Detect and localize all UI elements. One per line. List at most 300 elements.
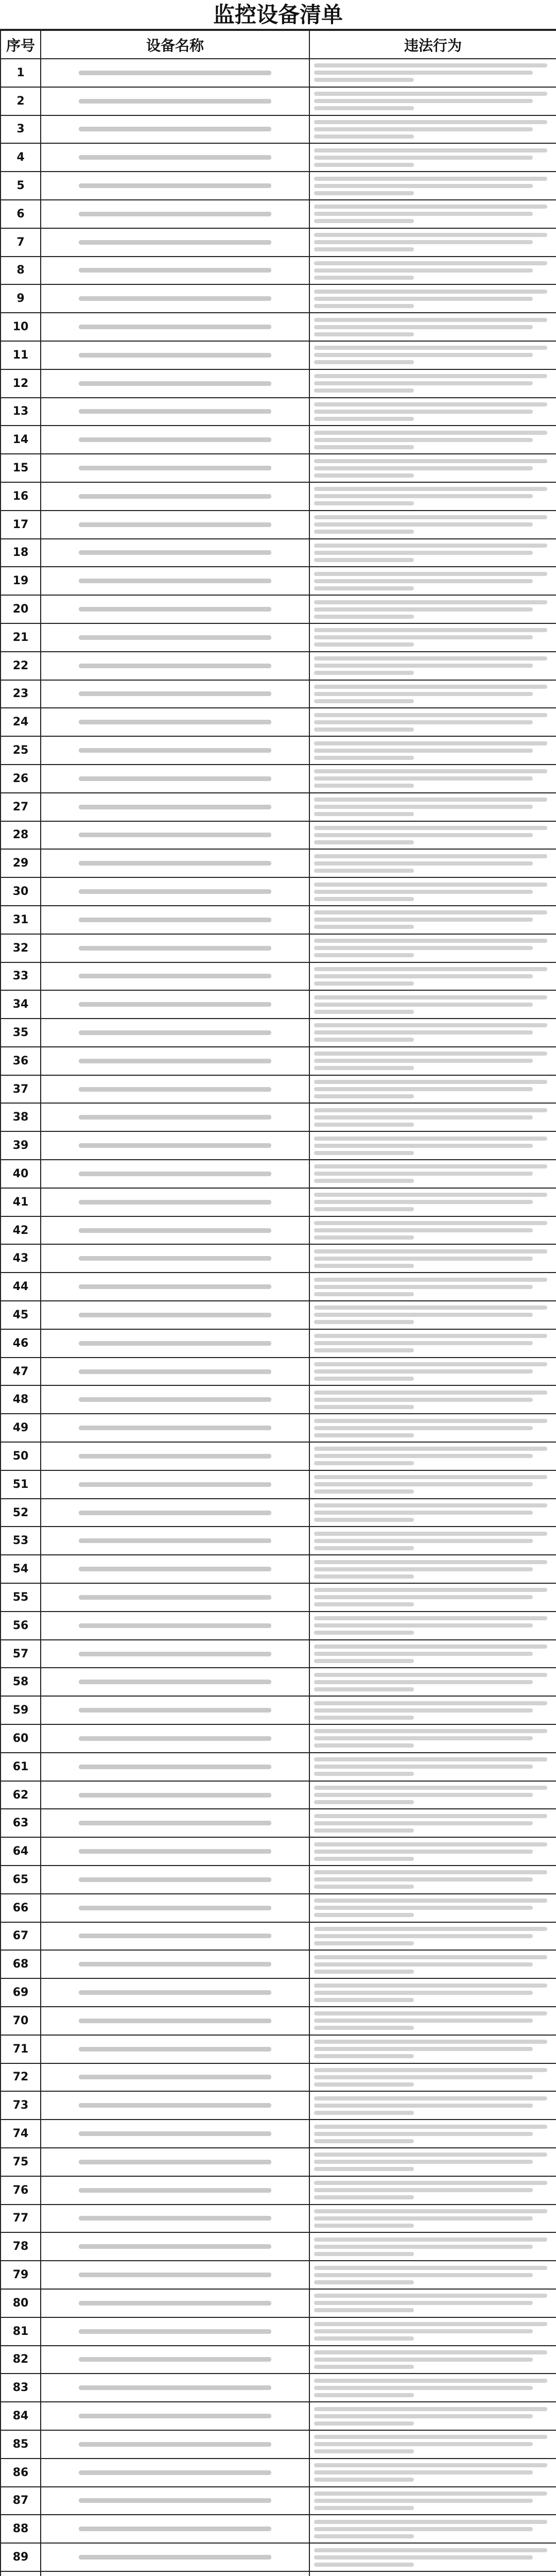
row-serial-number: 69 [1, 1978, 41, 2007]
unreadable-text-placeholder [314, 1066, 414, 1070]
row-violation-unreadable [309, 1753, 556, 1781]
unreadable-text-placeholder [314, 1962, 533, 1967]
unreadable-text-placeholder [314, 1595, 533, 1599]
unreadable-text-placeholder [314, 2336, 414, 2341]
row-violation-unreadable [309, 2007, 556, 2035]
unreadable-text-placeholder [79, 2216, 271, 2221]
row-serial-number: 57 [1, 1640, 41, 1668]
unreadable-text-placeholder [79, 1397, 271, 1402]
unreadable-text-placeholder [314, 1934, 533, 1938]
unreadable-text-placeholder [79, 1680, 271, 1684]
unreadable-text-placeholder [79, 1934, 271, 1938]
unreadable-text-placeholder [314, 1814, 547, 1818]
row-device-name-unreadable [41, 1809, 309, 1837]
unreadable-text-placeholder [314, 1645, 547, 1649]
unreadable-text-placeholder [314, 854, 547, 858]
row-serial-number: 35 [1, 1019, 41, 1047]
row-serial-number: 3 [1, 115, 41, 144]
unreadable-text-placeholder [314, 685, 547, 689]
table-row [1, 1358, 556, 1386]
row-device-name-unreadable [41, 2261, 309, 2289]
row-serial-number: 12 [1, 369, 41, 398]
unreadable-text-placeholder [314, 1023, 547, 1027]
table-row [1, 2317, 556, 2346]
unreadable-text-placeholder [79, 1708, 271, 1713]
unreadable-text-placeholder [314, 812, 414, 816]
row-device-name-unreadable [41, 1499, 309, 1527]
unreadable-text-placeholder [314, 544, 547, 548]
unreadable-text-placeholder [79, 1002, 271, 1007]
unreadable-text-placeholder [314, 1052, 547, 1056]
unreadable-text-placeholder [314, 2499, 533, 2503]
row-violation-unreadable [309, 1978, 556, 2007]
row-violation-unreadable [309, 736, 556, 765]
unreadable-text-placeholder [314, 2125, 547, 2129]
unreadable-text-placeholder [79, 1906, 271, 1910]
row-serial-number: 8 [1, 257, 41, 285]
unreadable-text-placeholder [314, 1447, 547, 1451]
row-violation-unreadable [309, 1950, 556, 1978]
table-row [1, 906, 556, 934]
table-row [1, 313, 556, 341]
unreadable-text-placeholder [314, 833, 533, 837]
unreadable-text-placeholder [314, 2506, 414, 2510]
unreadable-text-placeholder [314, 353, 533, 357]
row-serial-number: 18 [1, 539, 41, 567]
unreadable-text-placeholder [314, 2273, 533, 2277]
table-row [1, 2459, 556, 2487]
unreadable-text-placeholder [314, 656, 547, 660]
row-device-name-unreadable [41, 1103, 309, 1131]
unreadable-text-placeholder [314, 1164, 547, 1168]
unreadable-text-placeholder [79, 2498, 271, 2503]
table-row [1, 1837, 556, 1866]
row-serial-number: 46 [1, 1329, 41, 1358]
unreadable-text-placeholder [314, 2358, 533, 2362]
row-violation-unreadable [309, 652, 556, 680]
unreadable-text-placeholder [314, 1094, 414, 1098]
row-violation-unreadable [309, 1470, 556, 1499]
row-violation-unreadable [309, 1668, 556, 1696]
table-row [1, 1273, 556, 1301]
unreadable-text-placeholder [79, 805, 271, 809]
unreadable-text-placeholder [314, 2442, 533, 2446]
row-serial-number: 30 [1, 877, 41, 906]
unreadable-text-placeholder [79, 1793, 271, 1798]
unreadable-text-placeholder [314, 1885, 414, 1889]
table-row [1, 341, 556, 369]
table-row [1, 1978, 556, 2007]
unreadable-text-placeholder [314, 325, 533, 329]
row-serial-number: 71 [1, 2035, 41, 2063]
unreadable-text-placeholder [79, 127, 271, 131]
row-serial-number: 62 [1, 1781, 41, 1809]
unreadable-text-placeholder [79, 1652, 271, 1656]
unreadable-text-placeholder [314, 664, 533, 668]
row-violation-unreadable [309, 1612, 556, 1640]
table-row [1, 200, 556, 228]
unreadable-text-placeholder [314, 1426, 533, 1430]
row-violation-unreadable [309, 1131, 556, 1160]
row-violation-unreadable [309, 1273, 556, 1301]
row-device-name-unreadable [41, 1866, 309, 1894]
row-serial-number: 6 [1, 200, 41, 228]
row-violation-unreadable [309, 143, 556, 172]
unreadable-text-placeholder [314, 890, 533, 894]
row-device-name-unreadable [41, 341, 309, 369]
row-serial-number: 47 [1, 1358, 41, 1386]
row-violation-unreadable [309, 2487, 556, 2515]
unreadable-text-placeholder [314, 1842, 547, 1846]
unreadable-text-placeholder [314, 953, 414, 957]
row-device-name-unreadable [41, 143, 309, 172]
row-violation-unreadable [309, 793, 556, 821]
unreadable-text-placeholder [314, 2294, 547, 2298]
unreadable-text-placeholder [314, 2393, 414, 2397]
unreadable-text-placeholder [79, 1454, 271, 1459]
row-violation-unreadable [309, 1160, 556, 1188]
table-row [1, 1866, 556, 1894]
unreadable-text-placeholder [79, 1115, 271, 1120]
unreadable-text-placeholder [79, 381, 271, 386]
row-device-name-unreadable [41, 2459, 309, 2487]
row-violation-unreadable [309, 284, 556, 313]
table-row [1, 2571, 556, 2576]
row-device-name-unreadable [41, 115, 309, 144]
unreadable-text-placeholder [314, 784, 414, 788]
unreadable-text-placeholder [314, 826, 547, 830]
row-serial-number: 9 [1, 284, 41, 313]
unreadable-text-placeholder [314, 459, 547, 463]
row-serial-number: 29 [1, 849, 41, 877]
row-serial-number: 79 [1, 2261, 41, 2289]
row-device-name-unreadable [41, 595, 309, 623]
row-violation-unreadable [309, 398, 556, 426]
table-row [1, 736, 556, 765]
unreadable-text-placeholder [314, 2047, 533, 2051]
row-violation-unreadable [309, 1583, 556, 1612]
row-device-name-unreadable [41, 2374, 309, 2402]
unreadable-text-placeholder [314, 2068, 547, 2072]
unreadable-text-placeholder [314, 1687, 414, 1691]
table-row [1, 821, 556, 850]
row-serial-number: 82 [1, 2346, 41, 2374]
row-device-name-unreadable [41, 1329, 309, 1358]
unreadable-text-placeholder [79, 1313, 271, 1317]
unreadable-text-placeholder [314, 1115, 533, 1120]
row-violation-unreadable [309, 2232, 556, 2261]
unreadable-text-placeholder [79, 1172, 271, 1176]
row-serial-number: 55 [1, 1583, 41, 1612]
unreadable-text-placeholder [314, 501, 414, 505]
row-device-name-unreadable [41, 1527, 309, 1555]
unreadable-text-placeholder [314, 304, 414, 308]
unreadable-text-placeholder [314, 1341, 533, 1345]
row-violation-unreadable [309, 1442, 556, 1470]
unreadable-text-placeholder [79, 1369, 271, 1374]
row-device-name-unreadable [41, 1612, 309, 1640]
unreadable-text-placeholder [314, 1659, 414, 1663]
unreadable-text-placeholder [314, 805, 533, 809]
unreadable-text-placeholder [314, 1207, 414, 1211]
unreadable-text-placeholder [79, 99, 271, 104]
row-serial-number: 24 [1, 708, 41, 736]
row-violation-unreadable [309, 172, 556, 200]
unreadable-text-placeholder [314, 205, 547, 209]
table-row [1, 990, 556, 1019]
table-row [1, 172, 556, 200]
row-device-name-unreadable [41, 313, 309, 341]
table-row [1, 1075, 556, 1104]
unreadable-text-placeholder [79, 466, 271, 470]
unreadable-text-placeholder [314, 1546, 414, 1550]
row-serial-number: 51 [1, 1470, 41, 1499]
unreadable-text-placeholder [314, 431, 547, 435]
unreadable-text-placeholder [314, 1757, 547, 1761]
table-row [1, 2289, 556, 2317]
table-row [1, 849, 556, 877]
unreadable-text-placeholder [314, 1313, 533, 1317]
row-violation-unreadable [309, 1894, 556, 1922]
unreadable-text-placeholder [314, 615, 414, 619]
unreadable-text-placeholder [314, 2421, 414, 2426]
row-violation-unreadable [309, 765, 556, 793]
row-device-name-unreadable [41, 1131, 309, 1160]
table-row [1, 1894, 556, 1922]
row-serial-number: 26 [1, 765, 41, 793]
row-violation-unreadable [309, 228, 556, 257]
row-violation-unreadable [309, 2091, 556, 2120]
unreadable-text-placeholder [79, 2555, 271, 2560]
table-header [1, 30, 556, 59]
table-row [1, 652, 556, 680]
row-violation-unreadable [309, 1414, 556, 1442]
table-row [1, 2543, 556, 2571]
row-violation-unreadable [309, 1640, 556, 1668]
unreadable-text-placeholder [314, 1574, 414, 1579]
row-device-name-unreadable [41, 2515, 309, 2543]
table-row [1, 1922, 556, 1951]
unreadable-text-placeholder [314, 522, 533, 527]
row-serial-number: 32 [1, 934, 41, 962]
row-violation-unreadable [309, 708, 556, 736]
unreadable-text-placeholder [314, 1503, 547, 1507]
unreadable-text-placeholder [314, 635, 533, 639]
unreadable-text-placeholder [314, 212, 533, 216]
row-device-name-unreadable [41, 708, 309, 736]
unreadable-text-placeholder [79, 1821, 271, 1825]
unreadable-text-placeholder [79, 1567, 271, 1571]
row-device-name-unreadable [41, 1301, 309, 1329]
row-violation-unreadable [309, 1358, 556, 1386]
unreadable-text-placeholder [314, 1369, 533, 1374]
row-device-name-unreadable [41, 2063, 309, 2092]
row-serial-number: 61 [1, 1753, 41, 1781]
unreadable-text-placeholder [314, 2470, 533, 2475]
unreadable-text-placeholder [314, 946, 533, 950]
unreadable-text-placeholder [79, 437, 271, 442]
row-violation-unreadable [309, 934, 556, 962]
row-device-name-unreadable [41, 1442, 309, 1470]
unreadable-text-placeholder [314, 1857, 414, 1861]
row-device-name-unreadable [41, 172, 309, 200]
unreadable-text-placeholder [314, 692, 533, 696]
row-violation-unreadable [309, 2543, 556, 2571]
unreadable-text-placeholder [314, 1030, 533, 1035]
table-row [1, 1385, 556, 1414]
unreadable-text-placeholder [314, 1850, 533, 1854]
unreadable-text-placeholder [314, 240, 533, 244]
table-row [1, 1329, 556, 1358]
row-device-name-unreadable [41, 2571, 309, 2576]
table-row [1, 426, 556, 454]
row-device-name-unreadable [41, 1894, 309, 1922]
table-row [1, 2374, 556, 2402]
unreadable-text-placeholder [314, 1870, 547, 1874]
row-serial-number: 85 [1, 2430, 41, 2459]
row-violation-unreadable [309, 1019, 556, 1047]
table-body [1, 59, 556, 2576]
table-row [1, 962, 556, 991]
unreadable-text-placeholder [314, 925, 414, 929]
row-device-name-unreadable [41, 1075, 309, 1104]
row-serial-number: 75 [1, 2148, 41, 2176]
table-row [1, 877, 556, 906]
unreadable-text-placeholder [79, 183, 271, 188]
table-row [1, 1499, 556, 1527]
unreadable-text-placeholder [314, 2054, 414, 2058]
unreadable-text-placeholder [314, 1123, 414, 1127]
table-row [1, 1188, 556, 1216]
unreadable-text-placeholder [314, 1955, 547, 1959]
row-device-name-unreadable [41, 1837, 309, 1866]
unreadable-text-placeholder [314, 332, 414, 336]
row-device-name-unreadable [41, 990, 309, 1019]
row-serial-number: 59 [1, 1696, 41, 1724]
unreadable-text-placeholder [314, 268, 533, 273]
row-serial-number: 65 [1, 1866, 41, 1894]
unreadable-text-placeholder [79, 1849, 271, 1854]
table-row [1, 765, 556, 793]
unreadable-text-placeholder [314, 2252, 414, 2256]
row-serial-number [1, 2571, 41, 2576]
row-serial-number: 50 [1, 1442, 41, 1470]
row-device-name-unreadable [41, 2205, 309, 2233]
table-row [1, 1216, 556, 1245]
unreadable-text-placeholder [79, 1256, 271, 1261]
row-serial-number: 36 [1, 1047, 41, 1075]
unreadable-text-placeholder [314, 1461, 414, 1465]
unreadable-text-placeholder [79, 2329, 271, 2334]
row-serial-number: 74 [1, 2120, 41, 2148]
unreadable-text-placeholder [79, 2301, 271, 2306]
unreadable-text-placeholder [314, 1144, 533, 1148]
unreadable-text-placeholder [79, 2527, 271, 2531]
unreadable-text-placeholder [314, 1137, 547, 1141]
unreadable-text-placeholder [314, 1906, 533, 1910]
row-serial-number: 7 [1, 228, 41, 257]
table-row [1, 369, 556, 398]
unreadable-text-placeholder [314, 2104, 533, 2108]
table-row [1, 680, 556, 708]
unreadable-text-placeholder [314, 191, 414, 195]
row-serial-number: 17 [1, 511, 41, 539]
unreadable-text-placeholder [79, 353, 271, 358]
row-violation-unreadable [309, 2402, 556, 2430]
row-serial-number: 28 [1, 821, 41, 850]
row-violation-unreadable [309, 2515, 556, 2543]
row-violation-unreadable [309, 1499, 556, 1527]
unreadable-text-placeholder [314, 177, 547, 181]
unreadable-text-placeholder [314, 2209, 547, 2213]
unreadable-text-placeholder [314, 1391, 547, 1395]
unreadable-text-placeholder [79, 1990, 271, 1995]
unreadable-text-placeholder [79, 2047, 271, 2052]
row-violation-unreadable [309, 906, 556, 934]
unreadable-text-placeholder [314, 2350, 547, 2354]
unreadable-text-placeholder [79, 776, 271, 781]
unreadable-text-placeholder [314, 1433, 414, 1437]
row-device-name-unreadable [41, 736, 309, 765]
row-violation-unreadable [309, 1216, 556, 1245]
unreadable-text-placeholder [314, 346, 547, 350]
row-device-name-unreadable [41, 2091, 309, 2120]
row-violation-unreadable [309, 2459, 556, 2487]
unreadable-text-placeholder [314, 897, 414, 901]
unreadable-text-placeholder [314, 1108, 547, 1112]
unreadable-text-placeholder [314, 798, 547, 802]
unreadable-text-placeholder [314, 713, 547, 717]
unreadable-text-placeholder [79, 748, 271, 753]
unreadable-text-placeholder [314, 1532, 547, 1536]
unreadable-text-placeholder [314, 1560, 547, 1564]
row-device-name-unreadable [41, 1385, 309, 1414]
row-serial-number: 14 [1, 426, 41, 454]
unreadable-text-placeholder [79, 550, 271, 555]
row-device-name-unreadable [41, 257, 309, 285]
row-device-name-unreadable [41, 454, 309, 482]
unreadable-text-placeholder [314, 92, 547, 96]
table-row [1, 1696, 556, 1724]
unreadable-text-placeholder [79, 71, 271, 75]
unreadable-text-placeholder [314, 1736, 533, 1740]
row-device-name-unreadable [41, 793, 309, 821]
row-violation-unreadable [309, 567, 556, 595]
unreadable-text-placeholder [314, 1786, 547, 1790]
row-violation-unreadable [309, 1781, 556, 1809]
table-row [1, 1131, 556, 1160]
row-device-name-unreadable [41, 2232, 309, 2261]
table-row [1, 1612, 556, 1640]
row-serial-number: 21 [1, 623, 41, 652]
unreadable-text-placeholder [314, 120, 547, 124]
unreadable-text-placeholder [79, 1595, 271, 1600]
unreadable-text-placeholder [314, 1673, 547, 1677]
unreadable-text-placeholder [314, 1059, 533, 1063]
unreadable-text-placeholder [314, 106, 414, 110]
row-serial-number: 78 [1, 2232, 41, 2261]
row-violation-unreadable [309, 1047, 556, 1075]
row-violation-unreadable [309, 2035, 556, 2063]
row-serial-number: 5 [1, 172, 41, 200]
unreadable-text-placeholder [314, 1334, 547, 1338]
row-violation-unreadable [309, 1724, 556, 1753]
unreadable-text-placeholder [314, 1793, 533, 1797]
row-device-name-unreadable [41, 2120, 309, 2148]
unreadable-text-placeholder [314, 2280, 414, 2284]
unreadable-text-placeholder [314, 1348, 414, 1352]
unreadable-text-placeholder [314, 995, 547, 999]
